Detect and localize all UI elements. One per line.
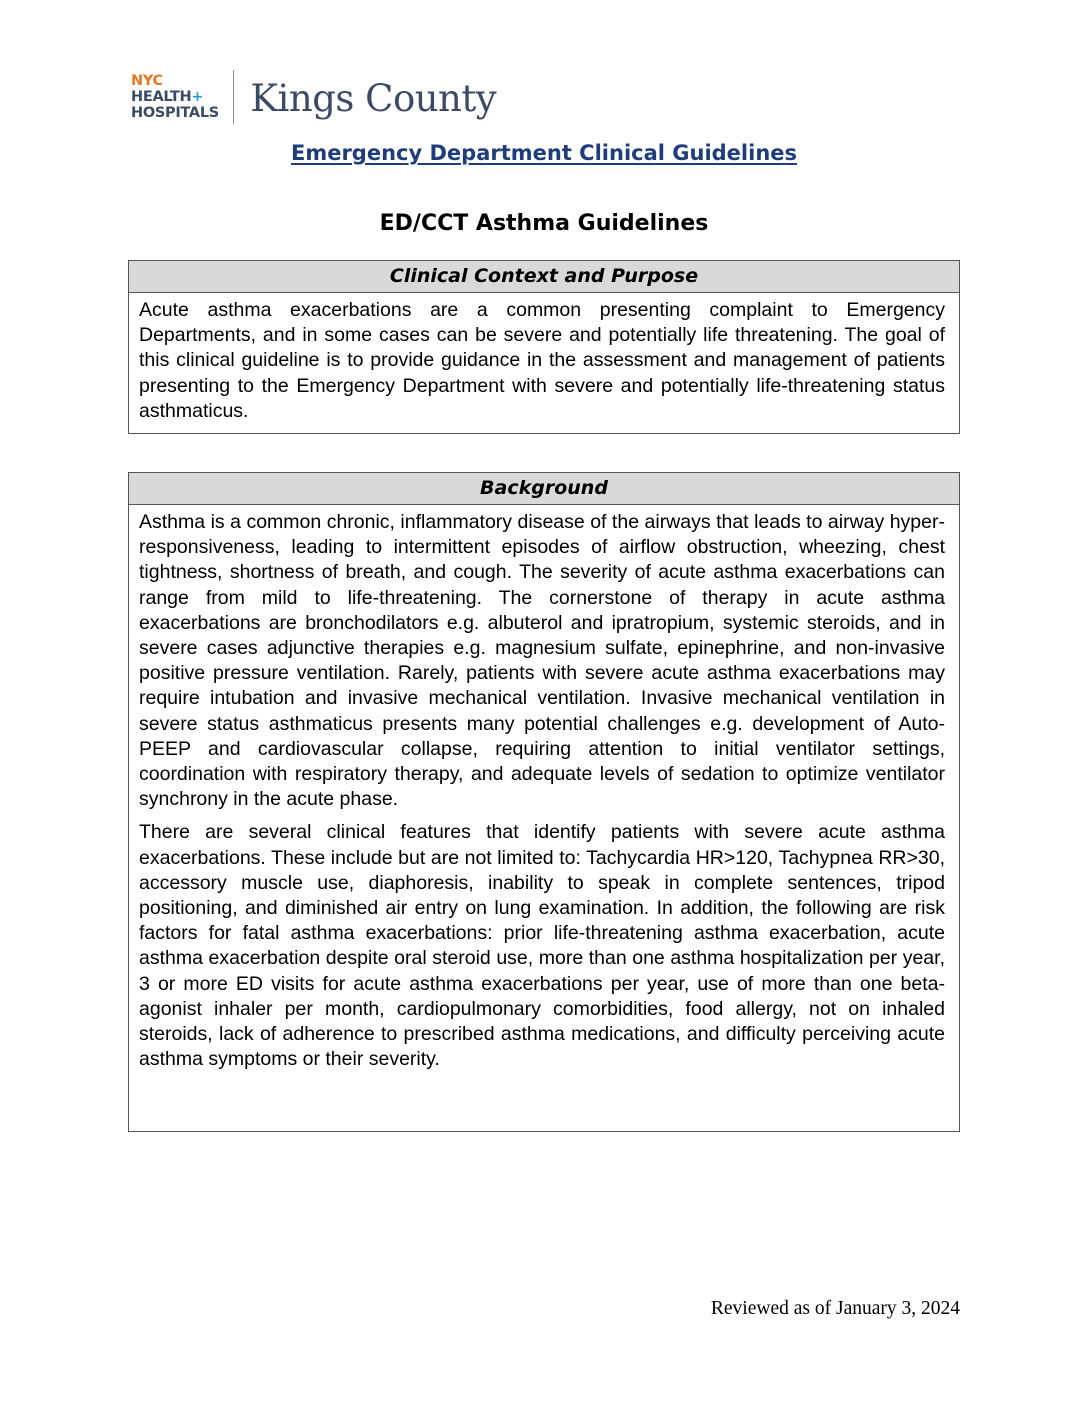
section-header: Clinical Context and Purpose — [129, 261, 959, 293]
nyc-health-hospitals-wordmark — [131, 73, 219, 121]
document-heading: Emergency Department Clinical Guidelines — [290, 141, 798, 165]
section-paragraph: Asthma is a common chronic, inflammatory disease of the airways that leads to airway hyper-responsiveness, leading to intermittent episodes of airflow obstruction, wheezing, chest tightness, shortness of breath, and cough. The severity of acute asthma exacerbations can range from mild to life-threatening. The cornerstone of therapy in acute asthma exacerbations are bronchodilators e.g. albuterol and ipratropium, systemic steroids, and in severe cases adjunctive therapies e.g. magnesium sulfate, epinephrine, and non-invasive positive pressure ventilation. Rarely, patients with severe acute asthma exacerbations may require intubation and invasive mechanical ventilation. Invasive mechanical ventilation in severe status asthmaticus presents many potential challenges e.g. development of Auto-PEEP and cardiovascular collapse, requiring attention to initial ventilator settings, coordination with respiratory therapy, and adequate levels of sedation to optimize ventilator synchrony in the acute phase. — [139, 511, 945, 811]
section-background — [128, 472, 960, 1132]
section-body — [129, 505, 959, 1072]
logo-facility-name: Kings County — [250, 76, 497, 120]
section-clinical-context — [128, 260, 960, 434]
logo-health-line — [131, 89, 219, 105]
logo-plus-sign: + — [191, 89, 204, 105]
section-paragraph: There are several clinical features that identify patients with severe acute asthma exacerbations. These include but are not limited to: Tachycardia HR>120, Tachypnea RR>30, accessory muscle use, diaphoresis, inability to speak in complete sentences, tripod positioning, and diminished air entry on lung examination. In addition, the following are risk factors for fatal asthma exacerbations: prior life-threatening asthma exacerbation, acute asthma exacerbation despite oral steroid use, more than one asthma hospitalization per year, 3 or more ED visits for acute asthma exacerbations per year, use of more than one beta-agonist inhaler per month, cardiopulmonary comorbidities, food allergy, not on inhaled steroids, lack of adherence to prescribed asthma medications, and difficulty perceiving acute asthma symptoms or their severity. — [139, 821, 945, 1071]
hospital-logo — [131, 68, 496, 126]
logo-hospitals-text: HOSPITALS — [131, 105, 219, 121]
document-title: ED/CCT Asthma Guidelines — [379, 211, 709, 236]
review-date-footer: Reviewed as of January 3, 2024 — [710, 1298, 960, 1319]
logo-health-text: HEALTH — [131, 89, 192, 105]
logo-nyc-text: NYC — [131, 73, 163, 89]
logo-divider — [233, 70, 235, 124]
section-header: Background — [129, 473, 959, 505]
section-paragraph: Acute asthma exacerbations are a common presenting complaint to Emergency Departments, and in some cases can be severe and potentially life threatening. The goal of this clinical guideline is to provide guidance in the assessment and management of patients presenting to the Emergency Department with severe and potentially life-threatening status asthmaticus. — [139, 299, 945, 422]
section-body — [129, 293, 959, 424]
